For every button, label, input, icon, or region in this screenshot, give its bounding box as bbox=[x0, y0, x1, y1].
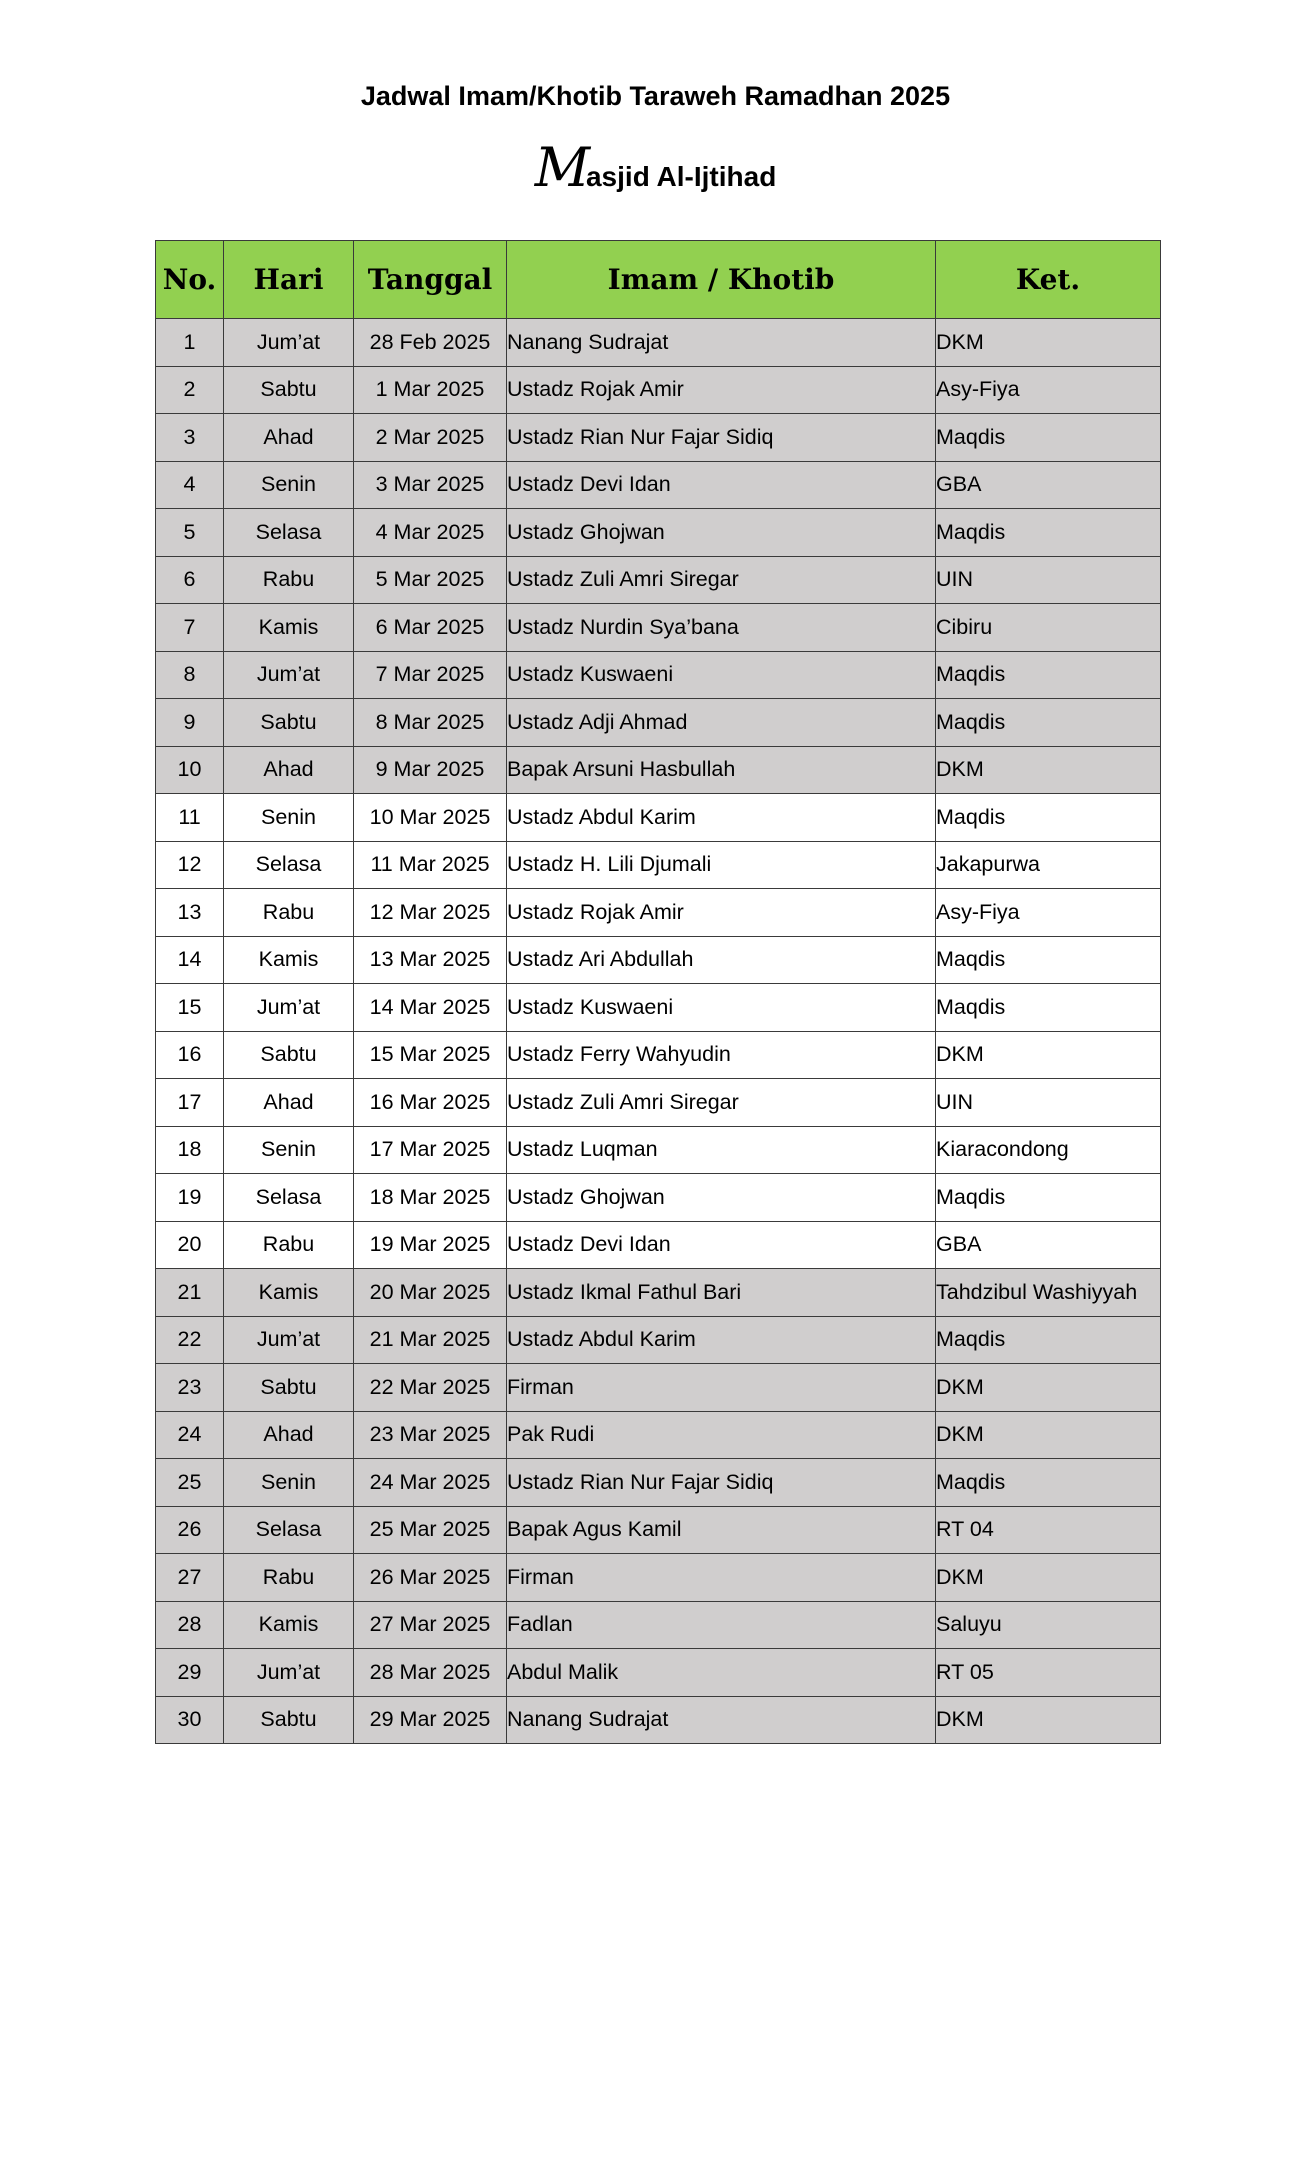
cell-day: Sabtu bbox=[224, 699, 354, 747]
cell-date: 20 Mar 2025 bbox=[354, 1269, 507, 1317]
cell-date: 4 Mar 2025 bbox=[354, 509, 507, 557]
cell-note: Maqdis bbox=[936, 936, 1161, 984]
cell-day: Ahad bbox=[224, 1411, 354, 1459]
table-row bbox=[156, 746, 1161, 794]
cell-no: 9 bbox=[156, 699, 224, 747]
cell-day: Jum’at bbox=[224, 1316, 354, 1364]
cell-imam: Nanang Sudrajat bbox=[507, 319, 936, 367]
cell-date: 26 Mar 2025 bbox=[354, 1554, 507, 1602]
table-row bbox=[156, 936, 1161, 984]
cell-imam: Ustadz Devi Idan bbox=[507, 461, 936, 509]
cell-imam: Abdul Malik bbox=[507, 1649, 936, 1697]
cell-no: 24 bbox=[156, 1411, 224, 1459]
cell-no: 30 bbox=[156, 1696, 224, 1744]
cell-note: GBA bbox=[936, 1221, 1161, 1269]
cell-date: 25 Mar 2025 bbox=[354, 1506, 507, 1554]
cell-note: RT 05 bbox=[936, 1649, 1161, 1697]
cell-day: Sabtu bbox=[224, 1031, 354, 1079]
cell-date: 23 Mar 2025 bbox=[354, 1411, 507, 1459]
table-row bbox=[156, 1126, 1161, 1174]
cell-imam: Ustadz H. Lili Djumali bbox=[507, 841, 936, 889]
cell-imam: Bapak Arsuni Hasbullah bbox=[507, 746, 936, 794]
cell-date: 17 Mar 2025 bbox=[354, 1126, 507, 1174]
cell-note: DKM bbox=[936, 1364, 1161, 1412]
cell-day: Rabu bbox=[224, 556, 354, 604]
cell-no: 7 bbox=[156, 604, 224, 652]
cell-no: 26 bbox=[156, 1506, 224, 1554]
cell-note: Maqdis bbox=[936, 794, 1161, 842]
cell-note: UIN bbox=[936, 556, 1161, 604]
table-body bbox=[156, 319, 1161, 1744]
cell-imam: Ustadz Kuswaeni bbox=[507, 651, 936, 699]
cell-date: 15 Mar 2025 bbox=[354, 1031, 507, 1079]
table-row bbox=[156, 1649, 1161, 1697]
cell-note: DKM bbox=[936, 1411, 1161, 1459]
cell-imam: Ustadz Kuswaeni bbox=[507, 984, 936, 1032]
cell-no: 18 bbox=[156, 1126, 224, 1174]
cell-note: DKM bbox=[936, 746, 1161, 794]
cell-day: Kamis bbox=[224, 936, 354, 984]
cell-no: 11 bbox=[156, 794, 224, 842]
cell-imam: Ustadz Rojak Amir bbox=[507, 889, 936, 937]
header-day: Hari bbox=[224, 241, 354, 319]
cell-day: Rabu bbox=[224, 1221, 354, 1269]
cell-imam: Pak Rudi bbox=[507, 1411, 936, 1459]
cell-note: Maqdis bbox=[936, 1316, 1161, 1364]
cell-day: Sabtu bbox=[224, 1696, 354, 1744]
cell-imam: Ustadz Nurdin Sya’bana bbox=[507, 604, 936, 652]
cell-date: 3 Mar 2025 bbox=[354, 461, 507, 509]
cell-day: Selasa bbox=[224, 509, 354, 557]
cell-date: 12 Mar 2025 bbox=[354, 889, 507, 937]
cell-no: 3 bbox=[156, 414, 224, 462]
cell-note: GBA bbox=[936, 461, 1161, 509]
cell-no: 21 bbox=[156, 1269, 224, 1317]
table-row bbox=[156, 414, 1161, 462]
cell-no: 1 bbox=[156, 319, 224, 367]
cell-note: DKM bbox=[936, 1031, 1161, 1079]
cell-note: Maqdis bbox=[936, 414, 1161, 462]
cell-date: 6 Mar 2025 bbox=[354, 604, 507, 652]
cell-date: 16 Mar 2025 bbox=[354, 1079, 507, 1127]
cell-imam: Ustadz Ari Abdullah bbox=[507, 936, 936, 984]
cell-note: Maqdis bbox=[936, 699, 1161, 747]
cell-no: 20 bbox=[156, 1221, 224, 1269]
table-row bbox=[156, 889, 1161, 937]
table-row bbox=[156, 604, 1161, 652]
cell-imam: Ustadz Rojak Amir bbox=[507, 366, 936, 414]
cell-imam: Ustadz Devi Idan bbox=[507, 1221, 936, 1269]
cell-imam: Nanang Sudrajat bbox=[507, 1696, 936, 1744]
cell-day: Jum’at bbox=[224, 651, 354, 699]
cell-note: RT 04 bbox=[936, 1506, 1161, 1554]
table-row bbox=[156, 1459, 1161, 1507]
cell-no: 4 bbox=[156, 461, 224, 509]
cell-imam: Ustadz Luqman bbox=[507, 1126, 936, 1174]
cell-day: Selasa bbox=[224, 841, 354, 889]
cell-no: 29 bbox=[156, 1649, 224, 1697]
cell-no: 22 bbox=[156, 1316, 224, 1364]
cell-no: 6 bbox=[156, 556, 224, 604]
cell-day: Kamis bbox=[224, 1269, 354, 1317]
table-row bbox=[156, 1601, 1161, 1649]
table-row bbox=[156, 1554, 1161, 1602]
cell-day: Rabu bbox=[224, 1554, 354, 1602]
header-no: No. bbox=[156, 241, 224, 319]
cell-day: Ahad bbox=[224, 414, 354, 462]
cell-note: Kiaracondong bbox=[936, 1126, 1161, 1174]
cell-imam: Ustadz Zuli Amri Siregar bbox=[507, 1079, 936, 1127]
table-row bbox=[156, 794, 1161, 842]
cell-imam: Ustadz Ikmal Fathul Bari bbox=[507, 1269, 936, 1317]
cell-no: 8 bbox=[156, 651, 224, 699]
table-header-row bbox=[156, 241, 1161, 319]
cell-date: 14 Mar 2025 bbox=[354, 984, 507, 1032]
table-row bbox=[156, 1269, 1161, 1317]
cell-note: DKM bbox=[936, 319, 1161, 367]
cell-date: 2 Mar 2025 bbox=[354, 414, 507, 462]
cell-date: 7 Mar 2025 bbox=[354, 651, 507, 699]
cell-no: 25 bbox=[156, 1459, 224, 1507]
cell-no: 12 bbox=[156, 841, 224, 889]
table-row bbox=[156, 1506, 1161, 1554]
cell-no: 13 bbox=[156, 889, 224, 937]
table-row bbox=[156, 1031, 1161, 1079]
table-row bbox=[156, 1174, 1161, 1222]
table-row bbox=[156, 366, 1161, 414]
table-row bbox=[156, 1364, 1161, 1412]
cell-imam: Ustadz Ghojwan bbox=[507, 1174, 936, 1222]
cell-day: Sabtu bbox=[224, 366, 354, 414]
cell-day: Jum’at bbox=[224, 984, 354, 1032]
cell-note: Maqdis bbox=[936, 651, 1161, 699]
cell-no: 23 bbox=[156, 1364, 224, 1412]
cell-note: Asy-Fiya bbox=[936, 889, 1161, 937]
cell-day: Senin bbox=[224, 461, 354, 509]
table-row bbox=[156, 1696, 1161, 1744]
cell-date: 28 Mar 2025 bbox=[354, 1649, 507, 1697]
cell-imam: Ustadz Adji Ahmad bbox=[507, 699, 936, 747]
cell-no: 28 bbox=[156, 1601, 224, 1649]
cell-day: Ahad bbox=[224, 1079, 354, 1127]
cell-imam: Bapak Agus Kamil bbox=[507, 1506, 936, 1554]
table-row bbox=[156, 461, 1161, 509]
table-row bbox=[156, 509, 1161, 557]
cell-date: 9 Mar 2025 bbox=[354, 746, 507, 794]
cell-note: Tahdzibul Washiyyah bbox=[936, 1269, 1161, 1317]
cell-day: Kamis bbox=[224, 604, 354, 652]
cell-day: Senin bbox=[224, 794, 354, 842]
cell-no: 19 bbox=[156, 1174, 224, 1222]
cell-note: Cibiru bbox=[936, 604, 1161, 652]
cell-imam: Ustadz Abdul Karim bbox=[507, 794, 936, 842]
cell-note: Saluyu bbox=[936, 1601, 1161, 1649]
cell-date: 19 Mar 2025 bbox=[354, 1221, 507, 1269]
cell-day: Sabtu bbox=[224, 1364, 354, 1412]
cell-note: Asy-Fiya bbox=[936, 366, 1161, 414]
cell-date: 18 Mar 2025 bbox=[354, 1174, 507, 1222]
mosque-name-rest: asjid Al-Ijtihad bbox=[585, 161, 777, 192]
cell-note: Maqdis bbox=[936, 1459, 1161, 1507]
cell-date: 8 Mar 2025 bbox=[354, 699, 507, 747]
table-row bbox=[156, 1221, 1161, 1269]
cell-note: Maqdis bbox=[936, 509, 1161, 557]
cell-imam: Firman bbox=[507, 1554, 936, 1602]
cell-day: Jum’at bbox=[224, 1649, 354, 1697]
cell-note: Maqdis bbox=[936, 1174, 1161, 1222]
cell-day: Senin bbox=[224, 1126, 354, 1174]
cell-note: Jakapurwa bbox=[936, 841, 1161, 889]
cell-date: 21 Mar 2025 bbox=[354, 1316, 507, 1364]
cell-note: DKM bbox=[936, 1554, 1161, 1602]
cell-date: 5 Mar 2025 bbox=[354, 556, 507, 604]
cell-imam: Ustadz Rian Nur Fajar Sidiq bbox=[507, 414, 936, 462]
cell-date: 28 Feb 2025 bbox=[354, 319, 507, 367]
table-row bbox=[156, 1411, 1161, 1459]
cell-date: 27 Mar 2025 bbox=[354, 1601, 507, 1649]
table-row bbox=[156, 556, 1161, 604]
cell-no: 5 bbox=[156, 509, 224, 557]
table-row bbox=[156, 1316, 1161, 1364]
cell-no: 27 bbox=[156, 1554, 224, 1602]
cell-day: Selasa bbox=[224, 1506, 354, 1554]
cell-imam: Firman bbox=[507, 1364, 936, 1412]
cell-day: Rabu bbox=[224, 889, 354, 937]
mosque-name-initial: M bbox=[534, 136, 590, 199]
table-row bbox=[156, 841, 1161, 889]
cell-day: Selasa bbox=[224, 1174, 354, 1222]
cell-date: 22 Mar 2025 bbox=[354, 1364, 507, 1412]
cell-day: Ahad bbox=[224, 746, 354, 794]
schedule-table bbox=[155, 240, 1161, 1744]
cell-no: 16 bbox=[156, 1031, 224, 1079]
cell-date: 1 Mar 2025 bbox=[354, 366, 507, 414]
cell-imam: Ustadz Zuli Amri Siregar bbox=[507, 556, 936, 604]
cell-no: 10 bbox=[156, 746, 224, 794]
cell-note: Maqdis bbox=[936, 984, 1161, 1032]
cell-date: 10 Mar 2025 bbox=[354, 794, 507, 842]
cell-imam: Ustadz Rian Nur Fajar Sidiq bbox=[507, 1459, 936, 1507]
cell-note: UIN bbox=[936, 1079, 1161, 1127]
cell-note: DKM bbox=[936, 1696, 1161, 1744]
cell-no: 14 bbox=[156, 936, 224, 984]
header-note: Ket. bbox=[936, 241, 1161, 319]
cell-imam: Fadlan bbox=[507, 1601, 936, 1649]
cell-date: 29 Mar 2025 bbox=[354, 1696, 507, 1744]
cell-day: Kamis bbox=[224, 1601, 354, 1649]
table-row bbox=[156, 699, 1161, 747]
table-row bbox=[156, 319, 1161, 367]
cell-date: 24 Mar 2025 bbox=[354, 1459, 507, 1507]
cell-day: Jum’at bbox=[224, 319, 354, 367]
cell-no: 17 bbox=[156, 1079, 224, 1127]
cell-no: 2 bbox=[156, 366, 224, 414]
mosque-name bbox=[0, 138, 1311, 212]
cell-date: 11 Mar 2025 bbox=[354, 841, 507, 889]
header-imam: Imam / Khotib bbox=[507, 241, 936, 319]
table-row bbox=[156, 1079, 1161, 1127]
cell-imam: Ustadz Abdul Karim bbox=[507, 1316, 936, 1364]
cell-imam: Ustadz Ghojwan bbox=[507, 509, 936, 557]
cell-day: Senin bbox=[224, 1459, 354, 1507]
cell-date: 13 Mar 2025 bbox=[354, 936, 507, 984]
document-title: Jadwal Imam/Khotib Taraweh Ramadhan 2025 bbox=[360, 81, 951, 111]
cell-no: 15 bbox=[156, 984, 224, 1032]
table-row bbox=[156, 984, 1161, 1032]
table-row bbox=[156, 651, 1161, 699]
header-date: Tanggal bbox=[354, 241, 507, 319]
cell-imam: Ustadz Ferry Wahyudin bbox=[507, 1031, 936, 1079]
